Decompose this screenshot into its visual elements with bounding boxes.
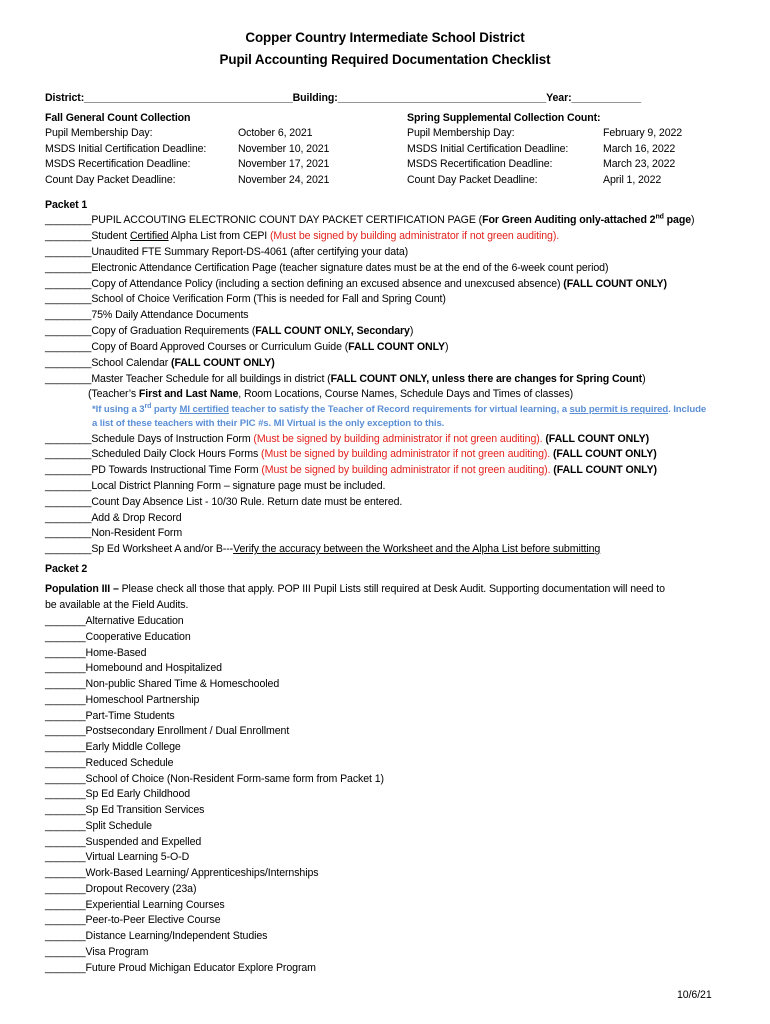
population-item: _______Non-public Shared Time & Homeschooled [45,678,280,690]
checklist-item: ________Non-Resident Form [45,527,183,539]
spring-date: March 23, 2022 [603,158,676,171]
fall-heading: Fall General Count Collection [45,112,191,124]
spring-date: February 9, 2022 [603,127,683,139]
population-item: _______Homeschool Partnership [45,693,200,706]
spring-labels [407,126,568,189]
virtual-learning-note: a list of these teachers with their PIC #s. MI Virtual is the only exception to this. [92,418,445,429]
fall-label: Pupil Membership Day: [45,127,153,139]
population-item: _______Distance Learning/Independent Studies [45,930,268,942]
fall-labels [45,126,206,189]
packet2-heading: Packet 2 [45,563,88,575]
spring-label: Pupil Membership Day: [407,127,515,139]
spring-dates [603,126,682,189]
fall-label: MSDS Initial Certification Deadline: [45,142,207,155]
checklist-item: ________Scheduled Daily Clock Hours Forms (Must be signed by building administrator if not green auditing). (FALL COUNT ONLY) [45,448,657,460]
checklist-item: ________Schedule Days of Instruction Form (Must be signed by building administrator if not green auditing). (FALL COUNT ONLY) [45,433,650,445]
spring-label: MSDS Initial Certification Deadline: [407,142,569,155]
spring-date: March 16, 2022 [603,142,676,155]
population-item: _______Alternative Education [45,615,184,627]
checklist-item: ________Add & Drop Record [45,512,182,524]
footer-date: 10/6/21 [677,989,712,1001]
fall-date: November 24, 2021 [238,174,330,187]
virtual-learning-note: *If using a 3rd party MI certified teacher to satisfy the Teacher of Record requirements for virtual learning, a sub permit is required. Include [92,402,707,415]
population-item: _______Sp Ed Early Childhood [45,788,191,801]
population-item: _______Part-Time Students [45,709,175,722]
checklist-item: ________Copy of Board Approved Courses or Curriculum Guide (FALL COUNT ONLY) [45,341,449,353]
population-item: _______Future Proud Michigan Educator Explore Program [45,961,316,974]
checklist-item: ________PUPIL ACCOUTING ELECTRONIC COUNT DAY PACKET CERTIFICATION PAGE (For Green Auditing only-attached 2nd page) [45,213,695,226]
fall-dates [238,126,329,189]
spring-date: April 1, 2022 [603,174,662,187]
checklist-item: ________Sp Ed Worksheet A and/or B---Verify the accuracy between the Worksheet and the Alpha List before submitting [45,543,601,555]
checklist-item: ________75% Daily Attendance Documents [45,309,249,321]
checklist-item: ________Unaudited FTE Summary Report-DS-4061 (after certifying your data) [45,246,409,258]
checklist-item: ________Student Certified Alpha List from CEPI (Must be signed by building administrator if not green auditing). [45,230,560,242]
checklist-item: ________PD Towards Instructional Time Form (Must be signed by building administrator if not green auditing). (FALL COUNT ONLY) [45,464,657,476]
checklist-item: ________Master Teacher Schedule for all buildings in district (FALL COUNT ONLY, unless there are changes for Spring Count) [45,373,646,385]
population-item: _______Visa Program [45,945,149,958]
population-item: _______Peer-to-Peer Elective Course [45,914,221,927]
fall-date: November 10, 2021 [238,142,330,155]
spring-heading: Spring Supplemental Collection Count: [407,112,601,124]
population-intro-cont: be available at the Field Audits. [45,599,189,611]
population-item: _______Sp Ed Transition Services [45,804,205,816]
checklist-item: ________Electronic Attendance Certification Page (teacher signature dates must be at the end of the 6-week count period) [45,262,609,274]
spring-label: MSDS Recertification Deadline: [407,158,553,171]
fall-date: October 6, 2021 [238,127,313,139]
checklist-item: ________Local District Planning Form – signature page must be included. [45,480,386,492]
population-intro: Population III – Please check all those that apply. POP III Pupil Lists still required at Desk Audit. Supporting documentation will need to [45,583,665,595]
document-title: Copper Country Intermediate School District [245,30,525,45]
population-item: _______Postsecondary Enrollment / Dual Enrollment [45,725,290,738]
fall-label: Count Day Packet Deadline: [45,174,176,187]
population-item: _______Suspended and Expelled [45,835,202,848]
checklist-item: ________Count Day Absence List - 10/30 Rule. Return date must be entered. [45,496,403,508]
population-item: _______Home-Based [45,646,147,659]
population-item: _______Split Schedule [45,819,152,832]
fall-label: MSDS Recertification Deadline: [45,158,191,171]
checklist-item: ________School Calendar (FALL COUNT ONLY) [45,357,275,369]
checklist-item: ________School of Choice Verification Form (This is needed for Fall and Spring Count) [45,293,446,305]
population-item: _______Virtual Learning 5-O-D [45,851,190,864]
population-item: _______Dropout Recovery (23a) [45,882,197,895]
population-item: _______Homebound and Hospitalized [45,662,222,675]
population-item: _______School of Choice (Non-Resident Form-same form from Packet 1) [45,772,384,785]
spring-label: Count Day Packet Deadline: [407,174,538,187]
checklist-item: ________Copy of Attendance Policy (including a section defining an excused absence and unexcused absence) (FALL COUNT ONLY) [45,278,667,290]
document-subtitle: Pupil Accounting Required Documentation Checklist [219,52,551,67]
population-item: _______Cooperative Education [45,630,191,643]
population-item: _______Reduced Schedule [45,756,174,769]
fall-date: November 17, 2021 [238,158,330,171]
checklist-item-detail: (Teacher’s First and Last Name, Room Locations, Course Names, Schedule Days and Times of classes) [88,388,574,400]
population-item: _______Work-Based Learning/ Apprenticeships/Internships [45,867,319,879]
checklist-item: ________Copy of Graduation Requirements (FALL COUNT ONLY, Secondary) [45,325,414,337]
packet1-heading: Packet 1 [45,199,88,211]
population-item: _______Experiential Learning Courses [45,898,225,911]
district-building-year-fields: District:____________________________________Building:____________________________________Year:____________ [45,92,642,104]
population-item: _______Early Middle College [45,741,181,753]
